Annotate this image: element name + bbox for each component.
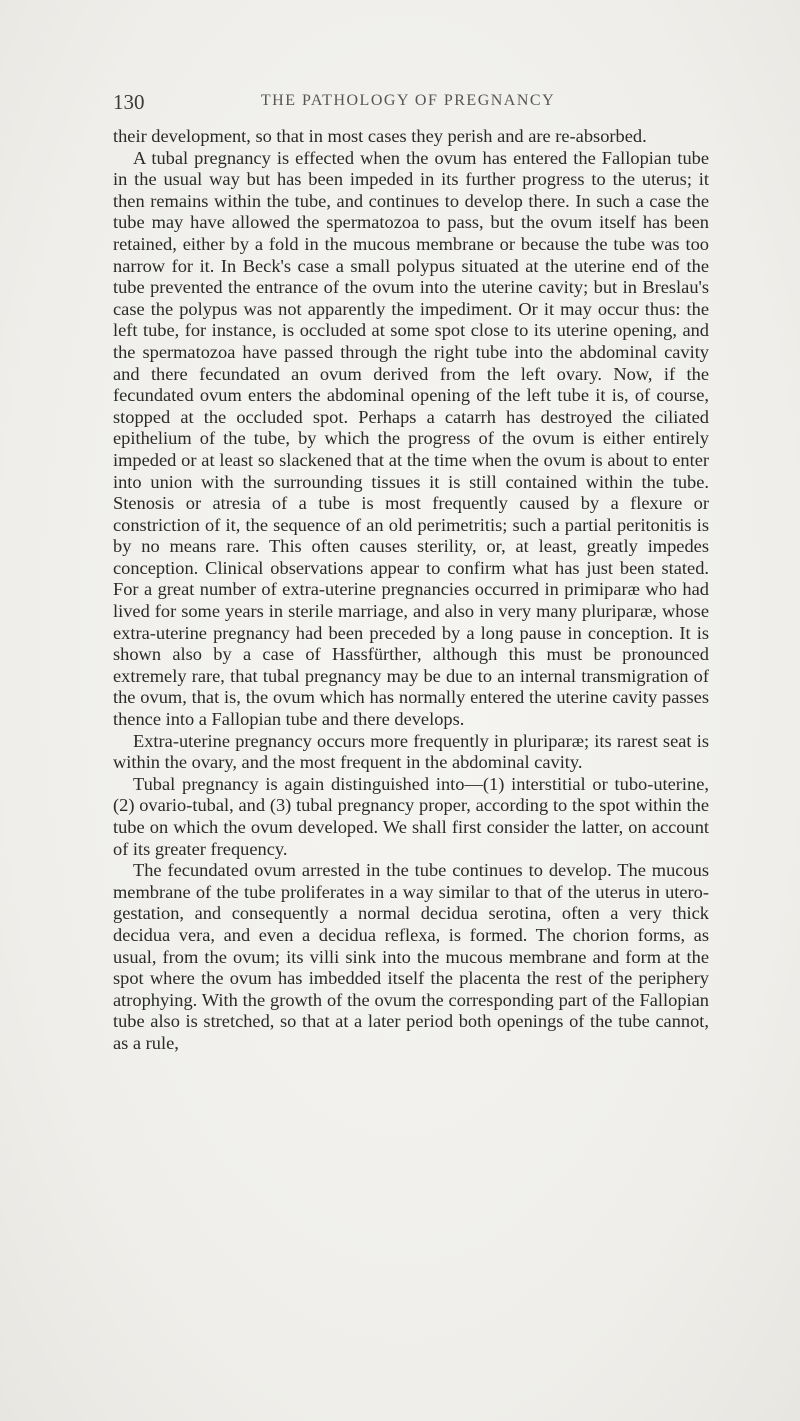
page-header (113, 90, 703, 114)
paragraph: Tubal pregnancy is again distinguished into—(1) interstitial or tubo-uterine, (2) ovario-tubal, and (3) tubal pregnancy proper, according to the spot within the tube on which the ovum developed. We shall first consider the latter, on account of its greater frequency. (113, 773, 709, 859)
running-head: THE PATHOLOGY OF PREGNANCY (260, 92, 556, 109)
page-number: 130 (113, 90, 145, 114)
paragraph: Extra-uterine pregnancy occurs more frequently in pluriparæ; its rarest seat is within the ovary, and the most frequent in the abdominal cavity. (113, 730, 709, 773)
paragraph: A tubal pregnancy is effected when the ovum has entered the Fallopian tube in the usual way but has been impeded in its further progress to the uterus; it then remains within the tube, and continues to develop there. In such a case the tube may have allowed the spermatozoa to pass, but the ovum itself has been retained, either by a fold in the mucous membrane or because the tube was too narrow for it. In Beck's case a small polypus situated at the uterine end of the tube prevented the entrance of the ovum into the uterine cavity; but in Breslau's case the polypus was not apparently the impediment. Or it may occur thus: the left tube, for instance, is occluded at some spot close to its uterine opening, and the spermatozoa have passed through the right tube into the abdominal cavity and there fecundated an ovum derived from the left ovary. Now, if the fecundated ovum enters the abdominal opening of the left tube it is, of course, stopped at the occluded spot. Perhaps a catarrh has destroyed the ciliated epithelium of the tube, by which the progress of the ovum is either entirely impeded or at least so slackened that at the time when the ovum is about to enter into union with the surrounding tissues it is still contained within the tube. Stenosis or atresia of a tube is most frequently caused by a flexure or constriction of it, the sequence of an old perimetritis; such a partial peritonitis is by no means rare. This often causes sterility, or, at least, greatly impedes conception. Clinical observations appear to confirm what has just been stated. For a great number of extra-uterine pregnancies occurred in primiparæ who had lived for some years in sterile marriage, and also in very many pluriparæ, whose extra-uterine pregnancy had been preceded by a long pause in conception. It is shown also by a case of Hassfürther, although this must be pronounced extremely rare, that tubal pregnancy may be due to an internal transmigration of the ovum, that is, the ovum which has normally entered the uterine cavity passes thence into a Fallopian tube and there develops. (113, 147, 709, 730)
paragraph: their development, so that in most cases they perish and are re-absorbed. (113, 126, 647, 146)
paragraph: The fecundated ovum arrested in the tube continues to develop. The mucous membrane of the tube proliferates in a way similar to that of the uterus in utero-gestation, and consequently a normal decidua serotina, often a very thick decidua vera, and even a decidua reflexa, is formed. The chorion forms, as usual, from the ovum; its villi sink into the mucous membrane and form at the spot where the ovum has imbedded itself the placenta the rest of the periphery atrophying. With the growth of the ovum the corresponding part of the Fallopian tube also is stretched, so that at a later period both openings of the tube cannot, as a rule, (113, 860, 709, 1053)
body-text (113, 126, 709, 1055)
